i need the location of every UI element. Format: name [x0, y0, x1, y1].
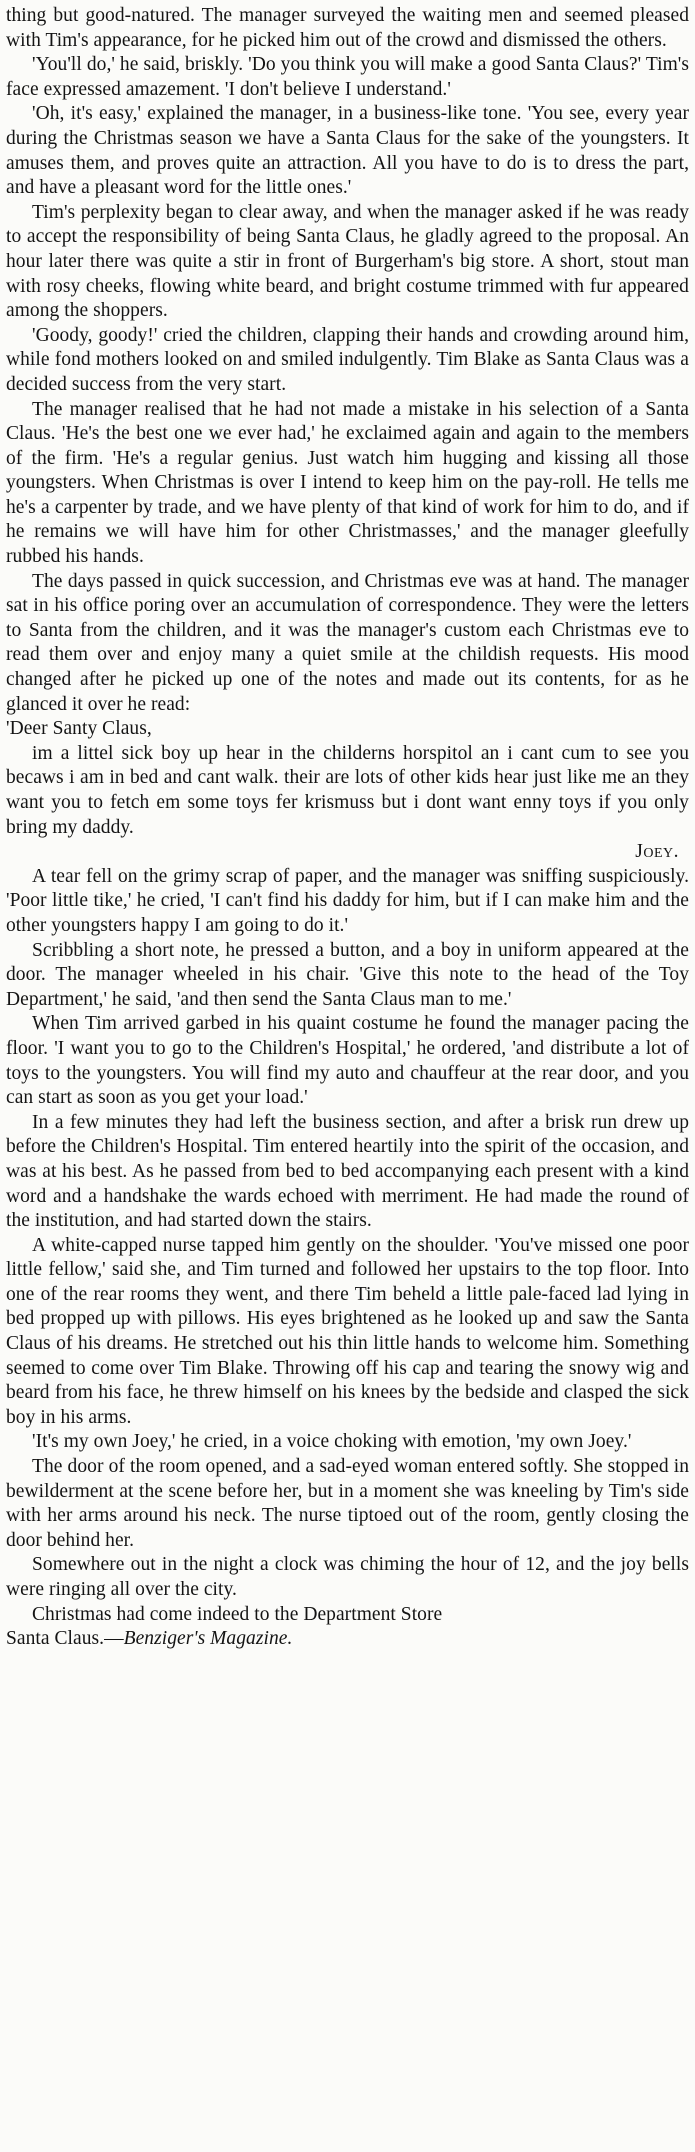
paragraph-11: Scribbling a short note, he pressed a button, and a boy in uniform appeared at the door. The manager wheeled in his chair. 'Give this note to the head of the Toy Department,' he said, 'and then send the Santa Claus man to me.' — [6, 939, 689, 1010]
source-citation: Benziger's Magazine. — [123, 1628, 293, 1650]
paragraph-5: The manager realised that he had not made a mistake in his selection of a Santa Claus. 'He's the best one we ever had,' he exclaimed again and again to the members of the firm. 'He's a regular genius. Just watch him hugging and kissing all those youngsters. When Christmas is over I intend to keep him on the pay-roll. He tells me he's a carpenter by trade, and we have plenty of that kind of work for him to do, and if he remains we will have him for other Christmasses,' and the manager gleefully rubbed his hands. — [6, 398, 689, 568]
letter-signature-name: Joey. — [635, 841, 679, 863]
paragraph-18: Christmas had come indeed to the Department Store — [32, 1603, 443, 1625]
paragraph-4: 'Goody, goody!' cried the children, clapping their hands and crowding around him, while fond mothers looked on and smiled indulgently. Tim Blake as Santa Claus was a decided success from the very start. — [6, 324, 689, 395]
paragraph-2: 'Oh, it's easy,' explained the manager, in a business-like tone. 'You see, every year during the Christmas season we have a Santa Claus for the sake of the youngsters. It amuses them, and proves quite an attraction. All you have to do is to dress the part, and have a pleasant word for the little ones.' — [6, 103, 689, 199]
paragraph-14: A white-capped nurse tapped him gently on the shoulder. 'You've missed one poor little fellow,' said she, and Tim turned and followed her upstairs to the top floor. Into one of the rear rooms they went, and there Tim beheld a little pale-faced lad lying in bed propped up with pillows. His eyes brightened as he looked up and saw the Santa Claus of his dreams. He stretched out his thin little hands to welcome him. Something seemed to come over Tim Blake. Throwing off his cap and tearing the snowy wig and beard from his face, he threw himself on his knees by the bedside and clasped the sick boy in his arms. — [6, 1234, 689, 1428]
letter-signature — [6, 840, 689, 865]
paragraph-3: Tim's perplexity began to clear away, and when the manager asked if he was ready to accept the responsibility of being Santa Claus, he gladly agreed to the proposal. An hour later there was quite a stir in front of Burgerham's big store. A short, stout man with rosy cheeks, flowing white beard, and bright costume trimmed with fur appeared among the shoppers. — [6, 201, 689, 322]
paragraph-13: In a few minutes they had left the business section, and after a brisk run drew up before the Children's Hospital. Tim entered heartily into the spirit of the occasion, and was at his best. As he passed from bed to bed accompanying each present with a kind word and a handshake the wards echoed with merriment. He had made the round of the institution, and had started down the stairs. — [6, 1111, 689, 1232]
letter-salutation: 'Deer Santy Claus, — [6, 718, 152, 740]
paragraph-0: thing but good-natured. The manager surveyed the waiting men and seemed pleased with Tim's appearance, for he picked him out of the crowd and dismissed the others. — [6, 5, 689, 51]
paragraph-1: 'You'll do,' he said, briskly. 'Do you think you will make a good Santa Claus?' Tim's face expressed amazement. 'I don't believe I understand.' — [6, 54, 689, 100]
letter-body: im a littel sick boy up hear in the childerns horspitol an i cant cum to see you becaws i am in bed and cant walk. their are lots of other kids hear just like me an they want you to fetch em some toys fer krismuss but i dont want enny toys if you only bring my daddy. — [6, 742, 689, 838]
paragraph-16: The door of the room opened, and a sad-eyed woman entered softly. She stopped in bewilderment at the scene before her, but in a moment she was kneeling by Tim's side with her arms around his neck. The nurse tiptoed out of the room, gently closing the door behind her. — [6, 1456, 689, 1551]
paragraph-6: The days passed in quick succession, and Christmas eve was at hand. The manager sat in his office poring over an accumulation of correspondence. They were the letters to Santa from the children, and it was the manager's custom each Christmas eve to read them over and enjoy many a quiet smile at the childish requests. His mood changed after he picked up one of the notes and made out its contents, for as he glanced it over he read: — [6, 570, 689, 715]
paragraph-10: A tear fell on the grimy scrap of paper, and the manager was sniffing suspiciously. 'Poor little tike,' he cried, 'I can't find his daddy for him, but if I can make him and the other youngsters happy I am going to do it.' — [6, 865, 689, 936]
closing-line — [6, 1627, 689, 1652]
paragraph-12: When Tim arrived garbed in his quaint costume he found the manager pacing the floor. 'I want you to go to the Children's Hospital,' he ordered, 'and distribute a lot of toys to the youngsters. You will find my auto and chauffeur at the rear door, and you can start as soon as you get your load.' — [6, 1013, 689, 1109]
closing-text: Santa Claus.— — [6, 1628, 124, 1650]
paragraph-17: Somewhere out in the night a clock was chiming the hour of 12, and the joy bells were ringing all over the city. — [6, 1554, 689, 1600]
paragraph-15: 'It's my own Joey,' he cried, in a voice choking with emotion, 'my own Joey.' — [32, 1431, 632, 1453]
